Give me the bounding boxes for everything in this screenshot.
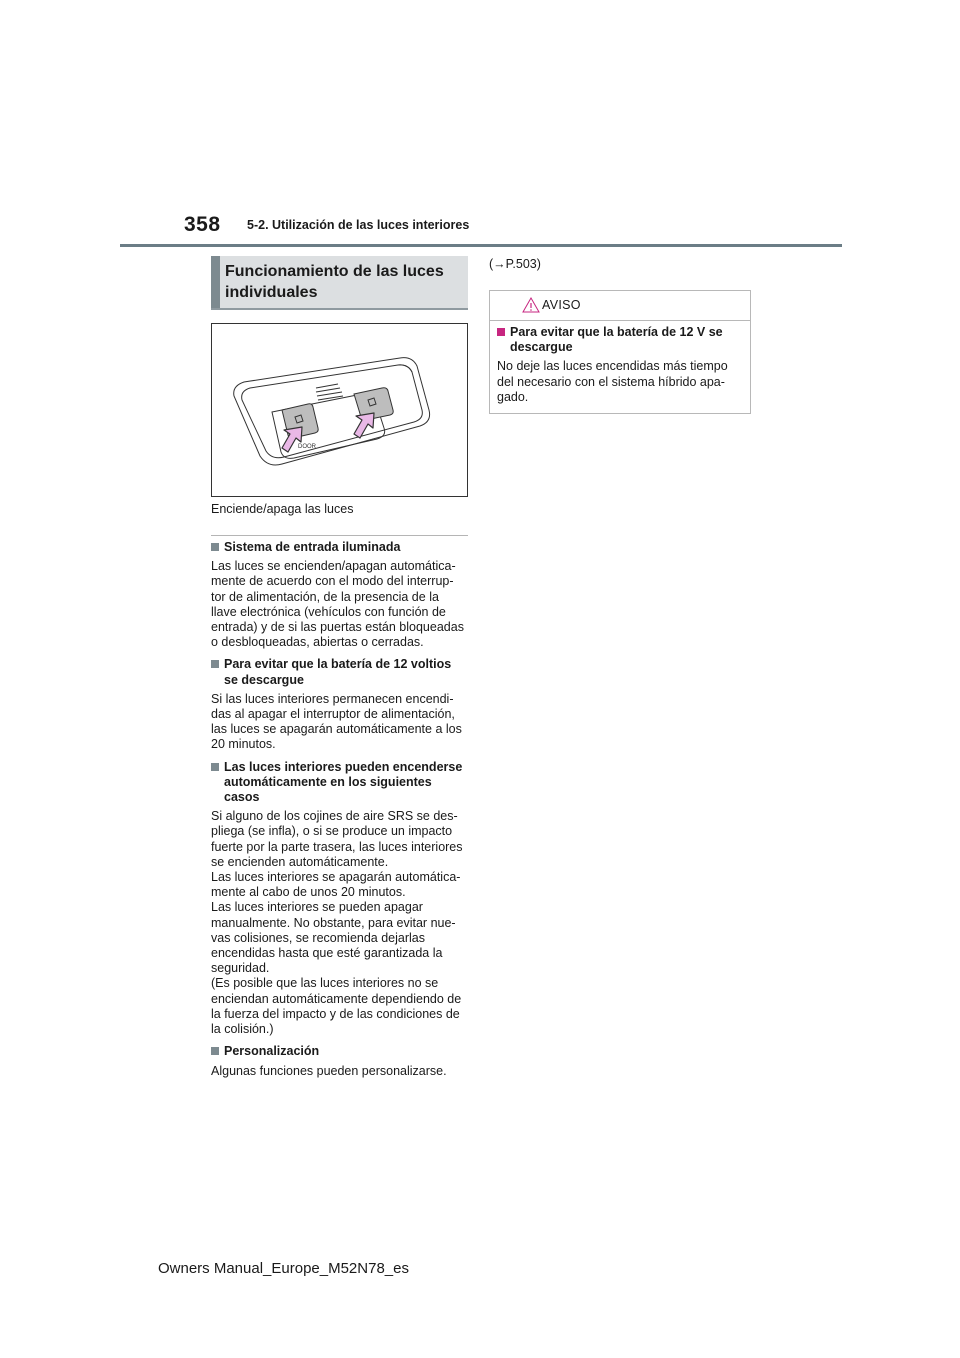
note-text: Si las luces interiores permanecen encendi- das al apagar el interruptor de alimentación, las luces se apagarán automáticamente a los 20 minutos. — [211, 691, 462, 752]
heading-accent-bar — [211, 256, 220, 308]
figure-caption: Enciende/apaga las luces — [211, 502, 354, 516]
svg-text:DOOR: DOOR — [298, 444, 316, 450]
warning-body — [490, 321, 750, 405]
warning-header — [490, 291, 750, 321]
note-title: Para evitar que la batería de 12 voltios se descargue — [211, 657, 468, 687]
heading-text: Funcionamiento de las luces individuales — [225, 263, 444, 301]
warning-label: AVISO — [542, 298, 581, 312]
warning-box — [489, 290, 751, 414]
warning-title: Para evitar que la batería de 12 V se descargue — [497, 325, 743, 355]
note-text: Si alguno de los cojines de aire SRS se des- pliega (se infla), o si se produce un impacto fuerte por la parte trasera, las luces interiores se encienden automáticamente. Las luces interiores se apagarán automática- mente al cabo de unos 20 minutos. Las luces interiores se pueden apagar manualmente. No obstante, para evitar nue- vas colisiones, se recomienda dejarlas encendidas hasta que esté garantizada la seguridad. (Es posible que las luces interiores no se enciendan automáticamente dependiendo de la fuerza del impacto y de las condiciones de la colisión.) — [211, 809, 463, 1037]
section-heading — [211, 256, 468, 310]
warning-triangle-icon — [522, 297, 540, 318]
note-battery-discharge — [211, 657, 468, 752]
note-title: Las luces interiores pueden encenderse automáticamente en los siguientes casos — [211, 760, 468, 806]
note-text: Algunas funciones pueden personalizarse. — [211, 1063, 447, 1078]
header-rule — [120, 244, 842, 247]
note-title: Sistema de entrada iluminada — [211, 540, 468, 555]
note-title: Personalización — [211, 1044, 468, 1059]
page-number: 358 — [184, 213, 221, 236]
square-bullet-icon — [211, 540, 224, 555]
warning-text: No deje las luces encendidas más tiempo del necesario con el sistema híbrido apa- gado. — [497, 359, 728, 404]
section-title: 5-2. Utilización de las luces interiores — [247, 218, 470, 232]
square-bullet-icon — [211, 657, 224, 687]
square-bullet-icon — [497, 325, 510, 355]
note-text: Las luces se encienden/apagan automática- mente de acuerdo con el modo del interrup- tor de alimentación, de la presencia de la llave electrónica (vehículos con función de entrada) y de si las puertas están bloqueadas o desbloqueadas, abiertas o cerradas. — [211, 559, 464, 650]
square-bullet-icon — [211, 1044, 224, 1059]
notes-column — [211, 540, 468, 1086]
note-customization — [211, 1044, 468, 1078]
caption-rule — [211, 535, 468, 536]
page-reference: (→P.503) — [489, 257, 541, 271]
ceiling-lights-illustration — [211, 323, 468, 497]
note-automatic-lighting — [211, 760, 468, 1038]
footer-text: Owners Manual_Europe_M52N78_es — [158, 1260, 409, 1277]
note-illuminated-entry — [211, 540, 468, 650]
square-bullet-icon — [211, 760, 224, 806]
